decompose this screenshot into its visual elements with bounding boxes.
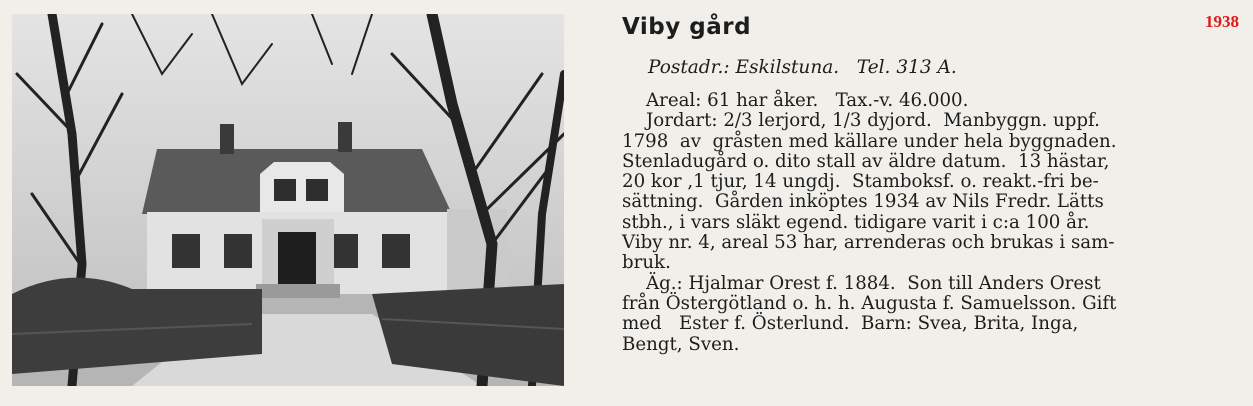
text-line: Viby nr. 4, areal 53 har, arrenderas och brukas i sam- — [622, 232, 1115, 254]
text-line: Jordart: 2/3 lerjord, 1/3 dyjord. Manbyggn. uppf. — [646, 110, 1100, 132]
text-line: med Ester f. Österlund. Barn: Svea, Brita, Inga, — [622, 313, 1079, 335]
text-line: Areal: 61 har åker. Tax.-v. 46.000. — [646, 90, 969, 111]
text-line: 1798 av gråsten med källare under hela byggnaden. — [622, 130, 1117, 152]
text-line: sättning. Gården inköptes 1934 av Nils Fredr. Lätts — [622, 191, 1104, 213]
text-line: stbh., i vars släkt egend. tidigare varit i c:a 100 år. — [622, 211, 1090, 233]
farmhouse-photo — [12, 14, 564, 386]
text-line: bruk. — [622, 252, 671, 274]
text-line: Bengt, Sven. — [622, 333, 740, 355]
text-line: från Östergötland o. h. h. Augusta f. Samuelsson. Gift — [622, 292, 1117, 314]
postal-address: Postadr.: Eskilstuna. Tel. 313 A. — [648, 57, 957, 78]
text-line: Stenladugård o. dito stall av äldre datum. 13 hästar, — [622, 150, 1110, 172]
text-line: 20 kor ,1 tjur, 14 ungdj. Stamboksf. o. reakt.-fri be- — [622, 171, 1099, 193]
description-text — [622, 91, 1232, 355]
year-label: 1938 — [1205, 12, 1239, 31]
text-line: Äg.: Hjalmar Orest f. 1884. Son till Anders Orest — [646, 272, 1101, 294]
page-title: Viby gård — [622, 14, 752, 40]
